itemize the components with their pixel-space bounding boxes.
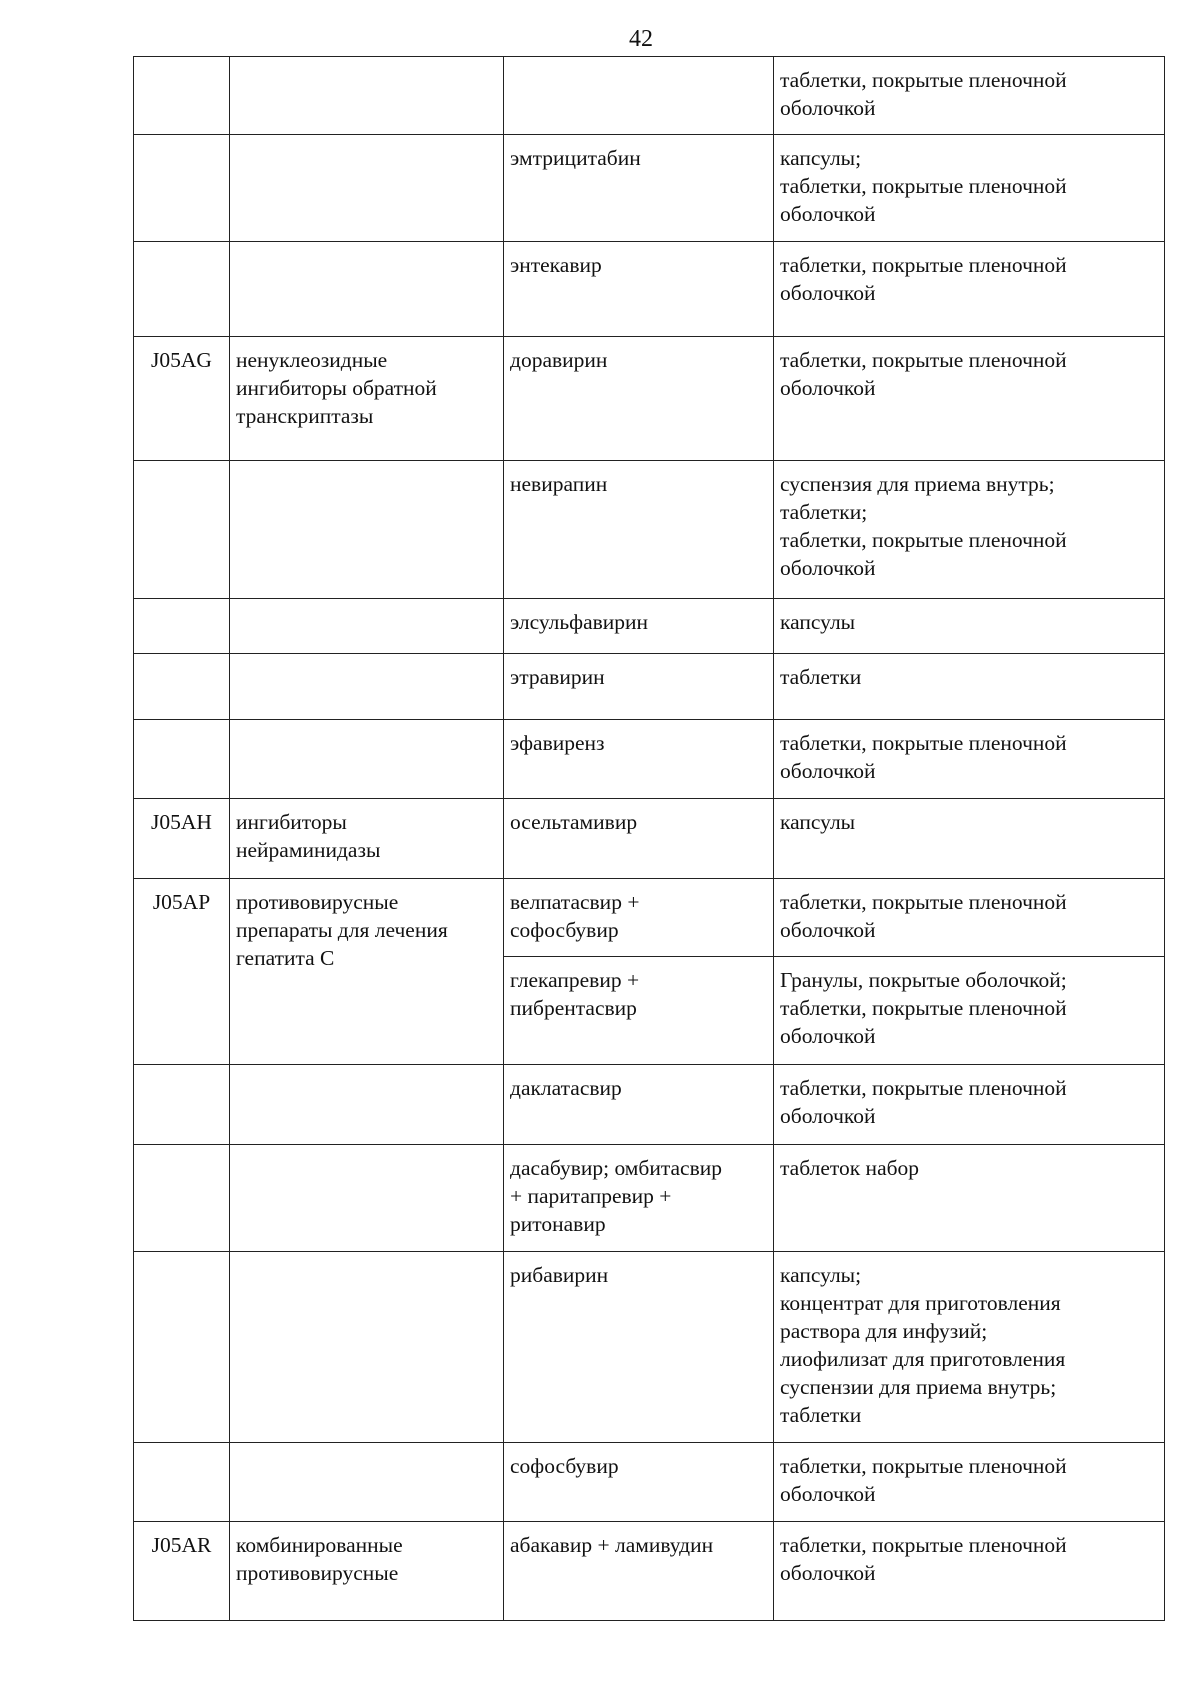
dosage-form-line: таблетки; [780, 500, 868, 524]
dosage-form-line: суспензии для приема внутрь; [780, 1375, 1057, 1399]
drug-name-line: дасабувир; омбитасвир [510, 1156, 722, 1180]
drug-cell [504, 57, 774, 135]
dosage-form-line: таблетки [780, 1403, 862, 1427]
group-cell [230, 461, 504, 599]
group-cell [230, 1252, 504, 1443]
dosage-form-line: таблетки, покрытые пленочной [780, 731, 1067, 755]
drug-name-line: софосбувир [510, 1454, 619, 1478]
atc-code-cell: J05AH [134, 799, 230, 879]
table-body [134, 57, 1165, 1621]
dosage-form-cell [774, 461, 1165, 599]
dosage-form-line: концентрат для приготовления [780, 1291, 1061, 1315]
dosage-form-line: Гранулы, покрытые оболочкой; [780, 968, 1067, 992]
dosage-form-line: оболочкой [780, 1024, 876, 1048]
group-name-line: противовирусные [236, 1561, 399, 1585]
drug-cell [504, 1443, 774, 1522]
table-row [134, 879, 1165, 957]
table-row [134, 799, 1165, 879]
drug-name-line: эмтрицитабин [510, 146, 641, 170]
table-row [134, 1522, 1165, 1621]
dosage-form-line: капсулы [780, 810, 856, 834]
table-row [134, 1065, 1165, 1145]
dosage-form-line: оболочкой [780, 759, 876, 783]
atc-code-cell [134, 1145, 230, 1252]
dosage-form-line: таблеток набор [780, 1156, 920, 1180]
dosage-form-line: оболочкой [780, 202, 876, 226]
drug-name-line: невирапин [510, 472, 608, 496]
dosage-form-cell [774, 720, 1165, 799]
atc-code-cell [134, 599, 230, 654]
dosage-form-line: таблетки, покрытые пленочной [780, 348, 1067, 372]
drug-cell [504, 799, 774, 879]
drug-name-line: рибавирин [510, 1263, 609, 1287]
group-cell [230, 799, 504, 879]
drug-cell [504, 599, 774, 654]
dosage-form-line: капсулы [780, 610, 856, 634]
drug-cell [504, 135, 774, 242]
table-row [134, 135, 1165, 242]
dosage-form-line: суспензия для приема внутрь; [780, 472, 1055, 496]
dosage-form-line: лиофилизат для приготовления [780, 1347, 1066, 1371]
drug-name-line: глекапревир + [510, 968, 640, 992]
drug-name-line: + паритапревир + [510, 1184, 672, 1208]
atc-code-cell [134, 461, 230, 599]
dosage-form-line: таблетки, покрытые пленочной [780, 174, 1067, 198]
group-cell [230, 1522, 504, 1621]
drug-name-line: элсульфавирин [510, 610, 649, 634]
drug-cell [504, 654, 774, 720]
table-row [134, 337, 1165, 461]
dosage-form-cell [774, 57, 1165, 135]
drug-name-line: велпатасвир + [510, 890, 640, 914]
dosage-form-line: оболочкой [780, 1104, 876, 1128]
group-name-line: гепатита С [236, 946, 335, 970]
drug-cell [504, 957, 774, 1065]
drug-cell [504, 1145, 774, 1252]
drug-name-line: даклатасвир [510, 1076, 622, 1100]
group-cell [230, 135, 504, 242]
dosage-form-line: таблетки, покрытые пленочной [780, 253, 1067, 277]
medication-table [133, 56, 1165, 1621]
dosage-form-line: оболочкой [780, 376, 876, 400]
drug-cell [504, 720, 774, 799]
table-row [134, 461, 1165, 599]
dosage-form-line: оболочкой [780, 918, 876, 942]
table-row [134, 242, 1165, 337]
dosage-form-line: капсулы; [780, 1263, 862, 1287]
group-cell [230, 720, 504, 799]
atc-code-cell [134, 242, 230, 337]
atc-code-cell: J05AP [134, 879, 230, 1065]
dosage-form-line: таблетки, покрытые пленочной [780, 1454, 1067, 1478]
dosage-form-cell [774, 337, 1165, 461]
drug-cell [504, 1252, 774, 1443]
dosage-form-cell [774, 1145, 1165, 1252]
dosage-form-line: таблетки, покрытые пленочной [780, 890, 1067, 914]
dosage-form-cell [774, 1065, 1165, 1145]
drug-cell [504, 1065, 774, 1145]
drug-name-line: энтекавир [510, 253, 602, 277]
group-cell [230, 654, 504, 720]
group-cell [230, 879, 504, 1065]
dosage-form-line: оболочкой [780, 281, 876, 305]
atc-code-cell [134, 1252, 230, 1443]
drug-cell [504, 1522, 774, 1621]
group-cell [230, 1065, 504, 1145]
table-row [134, 654, 1165, 720]
drug-name-line: софосбувир [510, 918, 619, 942]
atc-code-cell [134, 135, 230, 242]
dosage-form-line: таблетки [780, 665, 862, 689]
page-number: 42 [629, 26, 653, 52]
group-cell [230, 1145, 504, 1252]
group-cell [230, 1443, 504, 1522]
drug-cell [504, 879, 774, 957]
group-name-line: нейраминидазы [236, 838, 381, 862]
drug-name-line: этравирин [510, 665, 605, 689]
dosage-form-cell [774, 1443, 1165, 1522]
dosage-form-line: таблетки, покрытые пленочной [780, 1076, 1067, 1100]
dosage-form-line: оболочкой [780, 96, 876, 120]
dosage-form-line: оболочкой [780, 556, 876, 580]
table-row [134, 57, 1165, 135]
table-row [134, 599, 1165, 654]
group-cell [230, 242, 504, 337]
group-name-line: противовирусные [236, 890, 399, 914]
atc-code-cell [134, 654, 230, 720]
group-name-line: ингибиторы [236, 810, 347, 834]
dosage-form-line: оболочкой [780, 1561, 876, 1585]
dosage-form-line: таблетки, покрытые пленочной [780, 68, 1067, 92]
dosage-form-cell [774, 1522, 1165, 1621]
table-row [134, 1145, 1165, 1252]
drug-cell [504, 461, 774, 599]
dosage-form-cell [774, 654, 1165, 720]
atc-code-cell: J05AG [134, 337, 230, 461]
table-row [134, 1252, 1165, 1443]
group-name-line: комбинированные [236, 1533, 403, 1557]
dosage-form-line: капсулы; [780, 146, 862, 170]
dosage-form-line: таблетки, покрытые пленочной [780, 1533, 1067, 1557]
group-name-line: транскриптазы [236, 404, 374, 428]
group-cell [230, 337, 504, 461]
atc-code-cell [134, 1065, 230, 1145]
drug-name-line: осельтамивир [510, 810, 638, 834]
dosage-form-cell [774, 957, 1165, 1065]
dosage-form-line: таблетки, покрытые пленочной [780, 528, 1067, 552]
dosage-form-cell [774, 799, 1165, 879]
dosage-form-line: оболочкой [780, 1482, 876, 1506]
group-name-line: препараты для лечения [236, 918, 448, 942]
drug-cell [504, 242, 774, 337]
table-row [134, 1443, 1165, 1522]
group-name-line: ненуклеозидные [236, 348, 388, 372]
table-row [134, 720, 1165, 799]
dosage-form-line: раствора для инфузий; [780, 1319, 988, 1343]
group-name-line: ингибиторы обратной [236, 376, 437, 400]
drug-name-line: эфавиренз [510, 731, 605, 755]
drug-name-line: пибрентасвир [510, 996, 637, 1020]
dosage-form-cell [774, 135, 1165, 242]
atc-code-cell [134, 1443, 230, 1522]
atc-code-cell: J05AR [134, 1522, 230, 1621]
drug-name-line: абакавир + ламивудин [510, 1533, 714, 1557]
dosage-form-cell [774, 1252, 1165, 1443]
drug-name-line: ритонавир [510, 1212, 606, 1236]
dosage-form-cell [774, 242, 1165, 337]
drug-cell [504, 337, 774, 461]
dosage-form-cell [774, 879, 1165, 957]
group-cell [230, 599, 504, 654]
atc-code-cell [134, 720, 230, 799]
dosage-form-cell [774, 599, 1165, 654]
dosage-form-line: таблетки, покрытые пленочной [780, 996, 1067, 1020]
group-cell [230, 57, 504, 135]
atc-code-cell [134, 57, 230, 135]
drug-name-line: доравирин [510, 348, 608, 372]
